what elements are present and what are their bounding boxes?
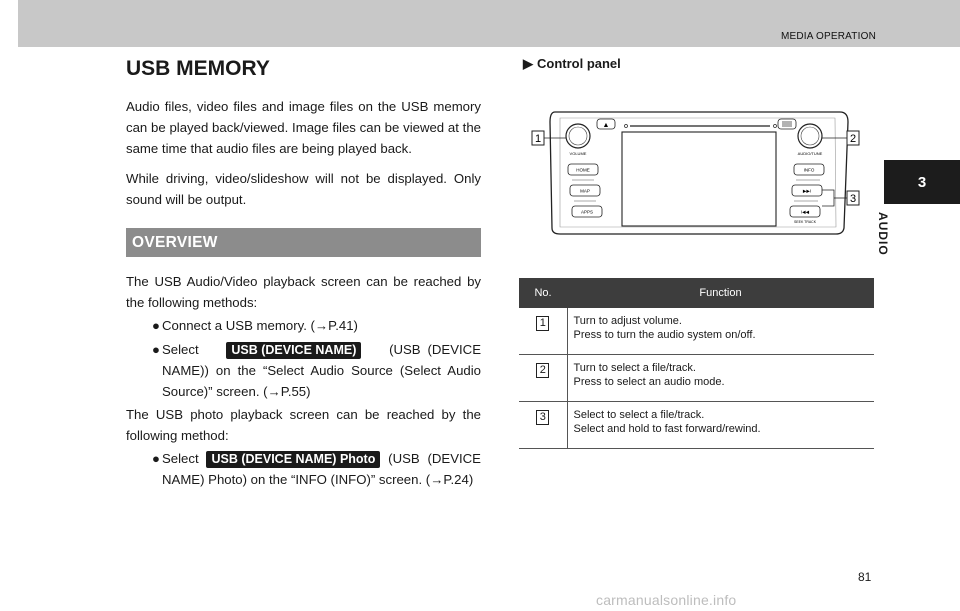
control-panel-illustration: [530, 110, 865, 245]
function-line: Select and hold to fast forward/rewind.: [573, 423, 761, 435]
usb-device-photo-button[interactable]: USB (DEVICE NAME) Photo: [206, 451, 380, 468]
display-screen: [622, 132, 776, 226]
function-line: Select to select a file/track.: [573, 409, 705, 421]
intro-paragraph: Audio files, video files and image files on the USB memory can be played back/viewed. Image files can be viewed at the same time that audio files are being played back.: [126, 99, 481, 156]
function-cell: [567, 355, 874, 402]
audio-video-methods-list: [126, 315, 481, 402]
list-item: [152, 339, 482, 402]
photo-method-paragraph: The USB photo playback screen can be reached by the following method:: [126, 407, 481, 443]
function-line: Turn to adjust volume.: [573, 315, 682, 327]
row-number: 3: [536, 410, 549, 425]
next-track-icon: ▶▶I: [802, 188, 812, 194]
callout-2-number: 2: [849, 133, 857, 145]
page-title: USB MEMORY: [126, 57, 270, 80]
row-number: 2: [536, 363, 549, 378]
bullet-text: Connect a USB memory. (→P.41): [162, 318, 358, 333]
chapter-name-text: AUDIO: [876, 212, 890, 256]
function-cell: [567, 402, 874, 449]
usb-device-button[interactable]: USB (DEVICE NAME): [226, 342, 361, 359]
audio-video-methods-paragraph: The USB Audio/Video playback screen can be reached by the following methods:: [126, 274, 481, 310]
driving-note-paragraph: While driving, video/slideshow will not be displayed. Only sound will be output.: [126, 171, 481, 207]
row-number-cell: [519, 402, 567, 449]
subheading-text: Control panel: [537, 56, 621, 71]
left-column: [126, 56, 481, 492]
table-row: [519, 308, 874, 355]
chapter-name: [876, 212, 908, 272]
volume-label: VOLUME: [569, 151, 587, 156]
bullet-text: (USB (DEVICE NAME) Photo) on the “INFO (INFO)” screen. (→P.24): [162, 451, 481, 487]
bullet-icon: ●: [152, 342, 160, 357]
audio-tune-label: AUDIO/TUNE: [797, 151, 823, 156]
apps-label: APPS: [580, 209, 594, 215]
home-label: HOME: [576, 167, 590, 173]
head-unit-diagram: [530, 110, 865, 245]
column-header-function: Function: [567, 278, 874, 308]
prev-track-icon: I◀◀: [800, 209, 810, 215]
row-number: 1: [536, 316, 549, 331]
tune-scroll-knob[interactable]: [798, 124, 822, 148]
eject-icon: ▲: [602, 122, 610, 129]
right-column: [523, 56, 875, 72]
overview-heading: OVERVIEW: [126, 228, 481, 257]
bullet-icon: ●: [152, 318, 160, 333]
chapter-number-tab: 3: [884, 160, 960, 204]
list-item: [152, 448, 481, 490]
section-label: MEDIA OPERATION: [780, 31, 876, 42]
bullet-text: Select: [162, 342, 199, 357]
table-row: [519, 402, 874, 449]
row-number-cell: [519, 355, 567, 402]
function-line: Press to select an audio mode.: [573, 376, 725, 388]
bullet-text: (USB (DEVICE NAME)) on the “Select Audio Source (Select Audio Source)” screen. (→P.55): [162, 342, 482, 399]
function-table: [519, 278, 874, 449]
table-header-row: [519, 278, 874, 308]
callout-1-number: 1: [534, 133, 542, 145]
row-number-cell: [519, 308, 567, 355]
table-row: [519, 355, 874, 402]
callout-3-number: 3: [849, 193, 857, 205]
seek-track-label: SEEK TRACK: [793, 220, 817, 224]
page-number: 81: [858, 570, 872, 584]
function-line: Press to turn the audio system on/off.: [573, 329, 756, 341]
function-line: Turn to select a file/track.: [573, 362, 696, 374]
function-cell: [567, 308, 874, 355]
triangle-arrow-icon: ▶: [523, 56, 533, 71]
watermark: carmanualsonline.info: [596, 592, 737, 608]
bullet-text: Select: [162, 451, 199, 466]
bullet-icon: ●: [152, 451, 160, 466]
volume-knob[interactable]: [566, 124, 590, 148]
info-label: INFO: [803, 167, 815, 173]
photo-method-list: [126, 448, 481, 490]
column-header-no: No.: [519, 278, 567, 308]
control-panel-subheading: [523, 56, 875, 72]
list-item: [152, 315, 481, 336]
map-label: MAP: [580, 188, 590, 194]
